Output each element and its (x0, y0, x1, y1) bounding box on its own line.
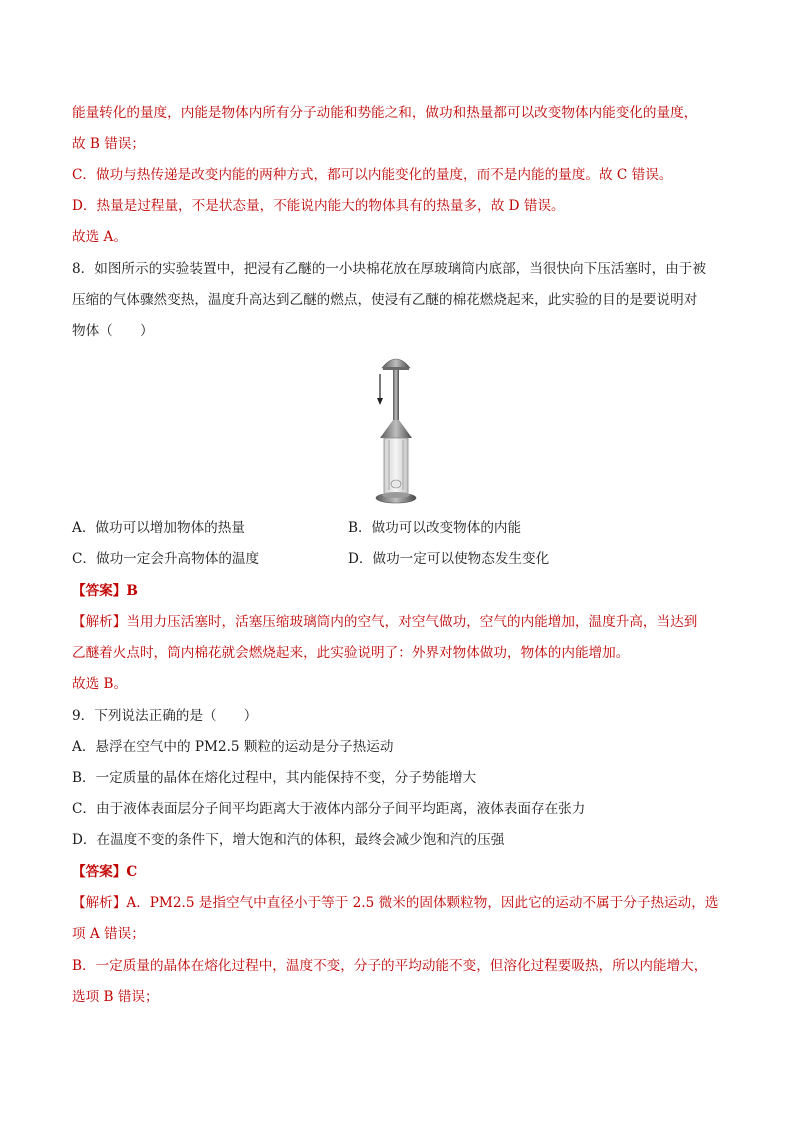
q8-stem-line-1: 8．如图所示的实验装置中，把浸有乙醚的一小块棉花放在厚玻璃筒内底部，当很快向下压活塞时，由于被 (72, 261, 706, 277)
q9-analysis-line-2: 项 A 错误； (72, 926, 145, 942)
prev-analysis-c: C．做功与热传递是改变内能的两种方式，都可以内能变化的量度，而不是内能的量度。故 C 错误。 (72, 167, 673, 183)
q8-answer: 【答案】B (72, 583, 138, 599)
q8-option-d: D．做功一定可以使物态发生变化 (348, 551, 550, 567)
q8-option-b: B．做功可以改变物体的内能 (348, 520, 522, 536)
q8-analysis-line-2: 乙醚着火点时，筒内棉花就会燃烧起来，此实验说明了：外界对物体做功，物体的内能增加。 (72, 645, 630, 661)
q9-option-b: B．一定质量的晶体在熔化过程中，其内能保持不变，分子势能增大 (72, 770, 477, 786)
q9-analysis-line-1: 【解析】A．PM2.5 是指空气中直径小于等于 2.5 微米的固体颗粒物，因此它的运动不属于分子热运动，选 (72, 895, 719, 911)
q9-stem: 9．下列说法正确的是（ ） (72, 708, 258, 724)
fire-syringe-illustration (356, 350, 436, 510)
q9-option-d: D．在温度不变的条件下，增大饱和汽的体积，最终会减少饱和汽的压强 (72, 832, 505, 848)
fire-syringe-figure (356, 350, 436, 510)
q9-analysis-b-line-1: B．一定质量的晶体在熔化过程中，温度不变，分子的平均动能不变，但溶化过程要吸热，所以内能增大， (72, 958, 708, 974)
q9-option-a: A．悬浮在空气中的 PM2.5 颗粒的运动是分子热运动 (72, 739, 394, 755)
q8-option-c: C．做功一定会升高物体的温度 (72, 551, 260, 567)
q8-stem-line-3: 物体（ ） (72, 323, 154, 339)
q8-option-a: A．做功可以增加物体的热量 (72, 520, 245, 536)
q8-analysis-line-1: 【解析】当用力压活塞时，活塞压缩玻璃筒内的空气，对空气做功，空气的内能增加，温度升高，当达到 (72, 614, 698, 630)
q9-answer: 【答案】C (72, 864, 138, 880)
prev-analysis-line-1: 能量转化的量度，内能是物体内所有分子动能和势能之和，做功和热量都可以改变物体内能变化的量度， (72, 105, 698, 121)
q9-analysis-b-line-2: 选项 B 错误； (72, 989, 159, 1005)
q9-option-c: C．由于液体表面层分子间平均距离大于液体内部分子间平均距离，液体表面存在张力 (72, 801, 586, 817)
q8-conclusion: 故选 B。 (72, 676, 128, 692)
prev-analysis-d: D．热量是过程量，不是状态量，不能说内能大的物体具有的热量多，故 D 错误。 (72, 198, 565, 214)
q8-stem-line-2: 压缩的气体骤然变热，温度升高达到乙醚的燃点，使浸有乙醚的棉花燃烧起来，此实验的目的是要说明对 (72, 292, 698, 308)
prev-conclusion: 故选 A。 (72, 229, 127, 245)
prev-analysis-line-2: 故 B 错误； (72, 136, 146, 152)
